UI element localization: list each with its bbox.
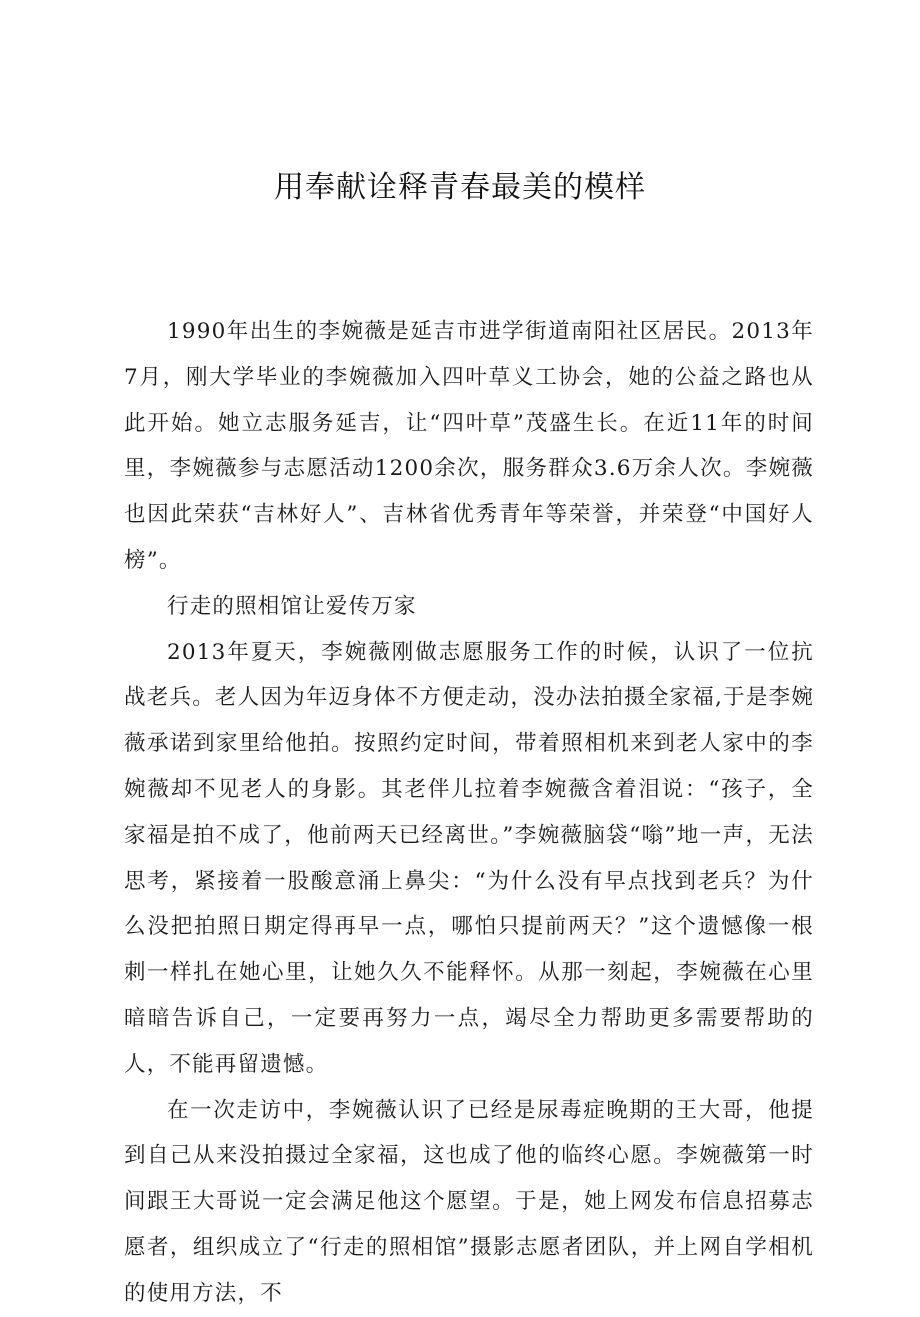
paragraph-intro: 1990年出生的李婉薇是延吉市进学街道南阳社区居民。2013年7月，刚大学毕业的李婉薇加入四叶草义工协会，她的公益之路也从此开始。她立志服务延吉，让“四叶草”茂盛生长。在近11年的时间里，李婉薇参与志愿活动1200余次，服务群众3.6万余人次。李婉薇也因此荣获“吉林好人”、吉林省优秀青年等荣誉，并荣登“中国好人榜”。: [124, 319, 814, 573]
paragraph-veteran-story: 2013年夏天，李婉薇刚做志愿服务工作的时候，认识了一位抗战老兵。老人因为年迈身体不方便走动，没办法拍摄全家福,于是李婉薇承诺到家里给他拍。按照约定时间，带着照相机来到老人家中的李婉薇却不见老人的身影。其老伴儿拉着李婉薇含着泪说：“孩子，全家福是拍不成了，他前两天已经离世。”李婉薇脑袋“嗡”地一声，无法思考，紧接着一股酸意涌上鼻尖：“为什么没有早点找到老兵？为什么没把拍照日期定得再早一点，哪怕只提前两天？”这个遗憾像一根刺一样扎在她心里，让她久久不能释怀。从那一刻起，李婉薇在心里暗暗告诉自己，一定要再努力一点，竭尽全力帮助更多需要帮助的人，不能再留遗憾。: [124, 639, 814, 1077]
section-heading: 行走的照相馆让爱传万家: [167, 593, 417, 619]
paragraph-photo-studio: 在一次走访中，李婉薇认识了已经是尿毒症晚期的王大哥，他提到自己从来没拍摄过全家福，这也成了他的临终心愿。李婉薇第一时间跟王大哥说一定会满足他这个愿望。于是，她上网发布信息招募志愿者，组织成立了“行走的照相馆”摄影志愿者团队，并上网自学相机的使用方法，不: [124, 1097, 814, 1306]
document-body: [124, 309, 814, 1317]
document-title: 用奉献诠释青春最美的模样: [274, 170, 646, 205]
